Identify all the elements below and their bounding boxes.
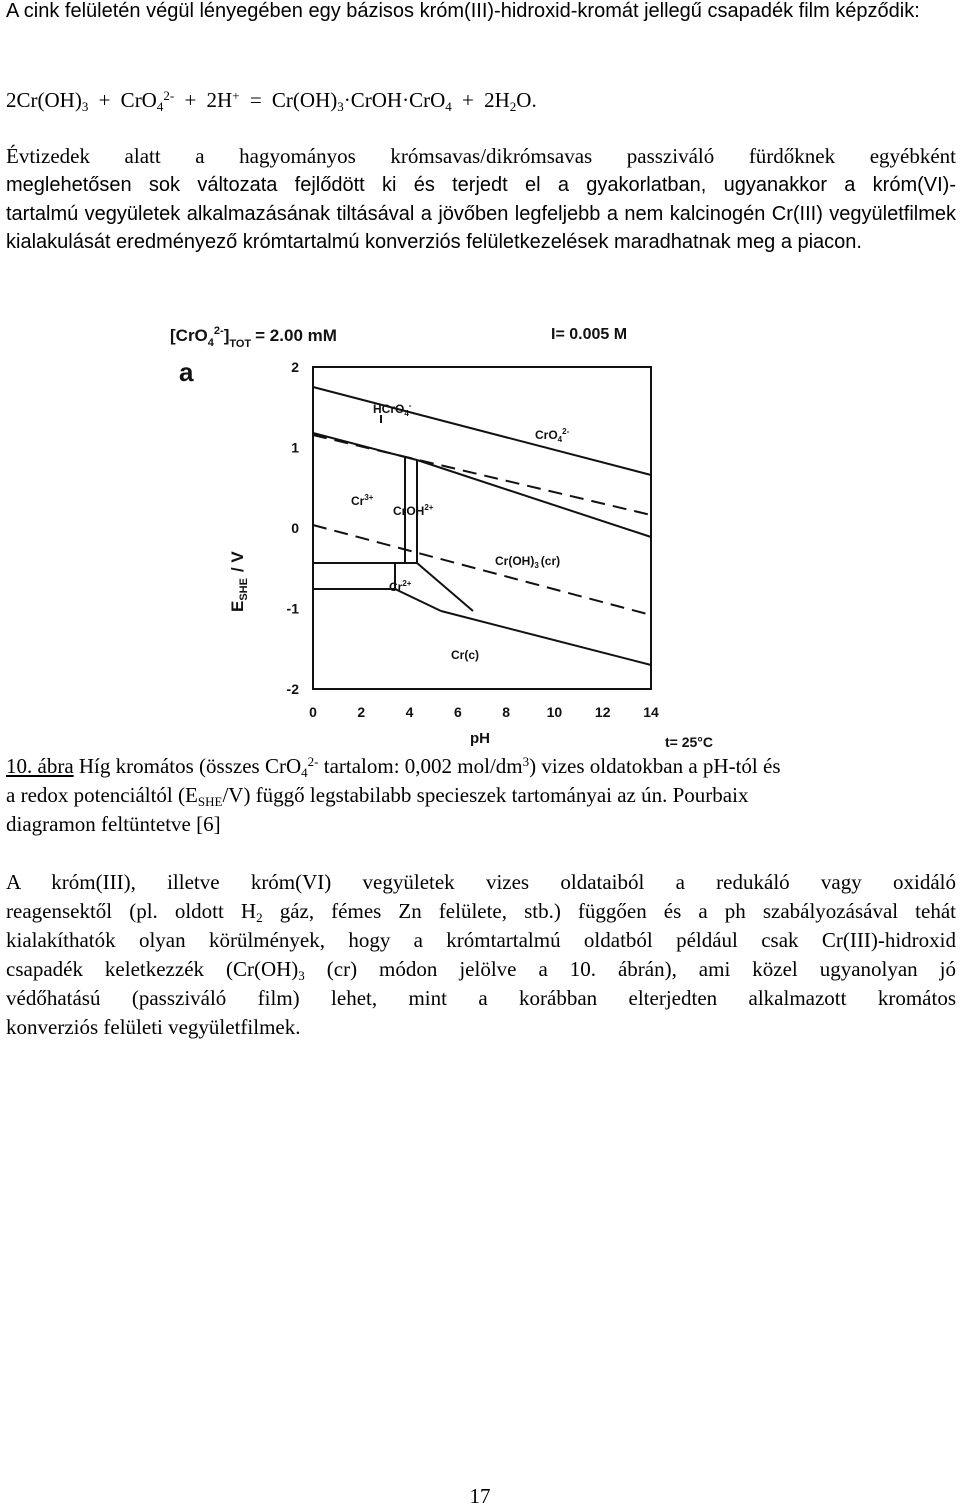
y-tick-label: 2 bbox=[291, 359, 299, 375]
eq-part: 2Cr(OH) bbox=[6, 88, 82, 112]
figure-caption bbox=[6, 752, 956, 839]
caption-text: Híg kromátos (összes CrO bbox=[73, 754, 302, 778]
caption-sub: SHE bbox=[197, 793, 223, 809]
para2-line1: A króm(III), illetve króm(VI) vegyületek vizes oldataiból a redukáló vagy oxidáló bbox=[6, 870, 956, 894]
x-tick-label: 0 bbox=[309, 704, 317, 720]
label-cr2: $Cr^{2+}$ bbox=[389, 579, 412, 594]
para1-rest: tartalmú vegyületek alkalmazásának tiltásával a jövőben legfeljebb a nem kalcinogén Cr(III) vegyületfilmek kialakulását eredményező krómtartalmú konverziós felületkezelések maradhatnak meg a piacon. bbox=[6, 202, 956, 253]
para2-text: csapadék keletkezzék (Cr(OH) bbox=[6, 957, 299, 981]
para1-line1: Évtizedek alatt a hagyományos krómsavas/dikrómsavas passziváló fürdőknek egyébként bbox=[6, 144, 956, 168]
page-number: 17 bbox=[469, 1484, 491, 1508]
caption-line2 bbox=[6, 781, 956, 810]
y-tick-label: -2 bbox=[286, 681, 299, 697]
label-crs: Cr(c) bbox=[451, 648, 480, 662]
eq-sub: 3 bbox=[81, 98, 89, 114]
x-tick-label: 14 bbox=[643, 704, 659, 720]
para2-sub: 3 bbox=[298, 967, 305, 983]
para2-text: reagensektől (pl. oldott H bbox=[6, 899, 257, 923]
panel-letter: a bbox=[179, 357, 194, 387]
paragraph-cr3-conditions bbox=[6, 868, 956, 1042]
caption-text: a redox potenciáltól (E bbox=[6, 783, 198, 807]
y-axis-label bbox=[228, 551, 250, 612]
x-tick-label: 6 bbox=[453, 704, 462, 720]
para2-line3: kialakíthatók olyan körülmények, hogy a krómtartalmú oldatból például csak Cr(III)-hidroxid bbox=[6, 928, 956, 952]
label-cro4: CrO$_4^{2-}$ bbox=[535, 427, 570, 444]
caption-sub: 4 bbox=[301, 764, 308, 780]
eq-part: + CrO bbox=[88, 88, 157, 112]
y-axis-ticks bbox=[287, 359, 300, 697]
para2-line6: konverziós felületi vegyületfilmek. bbox=[6, 1015, 301, 1039]
x-tick-label: 12 bbox=[594, 704, 611, 720]
temperature-label: t= 25°C bbox=[664, 734, 713, 750]
label-cr3: $Cr^{3+}$ bbox=[351, 493, 374, 508]
intro-text: A cink felületén végül lényegében egy bázisos króm(III)-hidroxid-kromát jellegű csapadék film képződik: bbox=[6, 0, 920, 22]
eq-sub: 3 bbox=[337, 98, 344, 114]
para1-line2: meglehetősen sok változata fejlődött ki és terjedt el a gyakorlatban, ugyanakkor a króm(VI)- bbox=[6, 174, 956, 196]
caption-text: ) vizes oldatokban a pH-tól és bbox=[529, 754, 781, 778]
figure-number: 10. ábra bbox=[6, 754, 74, 778]
x-tick-label: 8 bbox=[502, 704, 511, 720]
para2-line5: védőhatású (passziváló film) lehet, mint a korábban elterjedten alkalmazott kromátos bbox=[6, 986, 956, 1010]
eq-sup: + bbox=[232, 87, 240, 103]
caption-text: /V) függő legstabilabb specieszek tartományai az ún. Pourbaix bbox=[222, 783, 749, 807]
hydrogen-line bbox=[313, 525, 651, 615]
x-axis-ticks bbox=[309, 704, 659, 720]
boundary-cr6-cr3-upper bbox=[313, 387, 651, 475]
para2-line4 bbox=[6, 955, 956, 984]
eq-sup: 2- bbox=[163, 87, 175, 103]
para2-text: gáz, fémes Zn felülete, stb.) függően és a ph szabályozásával tehát bbox=[262, 899, 956, 923]
caption-sup: 3 bbox=[522, 753, 530, 769]
label-croh3: $Cr(OH)_3$ (cr) bbox=[495, 554, 561, 570]
pourbaix-diagram bbox=[165, 315, 713, 755]
eq-sub: 2 bbox=[509, 98, 517, 114]
intro-paragraph bbox=[6, 0, 956, 26]
paragraph-chromate-history-cont bbox=[6, 171, 956, 257]
x-tick-label: 2 bbox=[357, 704, 366, 720]
caption-text: tartalom: 0,002 mol/dm bbox=[318, 754, 523, 778]
eq-part: + 2H bbox=[174, 88, 233, 112]
total-chromate-label: $[CrO_4^{2-}]_{TOT} = 2.00$ mM bbox=[170, 325, 337, 350]
solid-boundaries bbox=[313, 387, 651, 665]
para2-text: (cr) módon jelölve a 10. ábrán), ami közel ugyanolyan jó bbox=[304, 957, 956, 981]
eq-sub: 4 bbox=[156, 98, 164, 114]
boundary-cro4-croh3 bbox=[417, 460, 651, 537]
paragraph-chromate-history bbox=[6, 142, 956, 171]
eq-part: O. bbox=[516, 88, 537, 112]
y-tick-label: -1 bbox=[286, 600, 299, 617]
caption-line1 bbox=[6, 752, 956, 781]
eq-part: ·CrOH·CrO bbox=[343, 88, 446, 112]
para2-sub: 2 bbox=[256, 909, 263, 925]
x-tick-label: 4 bbox=[405, 704, 414, 720]
x-axis-label: pH bbox=[470, 730, 490, 747]
x-tick-label: 10 bbox=[546, 704, 563, 720]
y-tick-label: 1 bbox=[291, 439, 299, 456]
label-croh: CrOH$^{2+}$ bbox=[393, 503, 434, 518]
reaction-equation bbox=[6, 86, 956, 115]
ionic-strength-label: I= 0.005 M bbox=[551, 326, 628, 343]
para2-line2 bbox=[6, 897, 956, 926]
label-hcro4: HCrO$_4$- bbox=[373, 401, 412, 418]
eq-sub: 4 bbox=[445, 98, 452, 114]
caption-line3: diagramon feltüntetve [6] bbox=[6, 812, 221, 836]
plot-frame bbox=[313, 367, 651, 689]
eq-part: + 2H bbox=[451, 88, 510, 112]
eq-part: = Cr(OH) bbox=[239, 88, 338, 112]
caption-sup: 2- bbox=[307, 753, 319, 769]
svg-text:ESHE/ V: $E_{SHE}/$ V bbox=[228, 551, 250, 612]
y-tick-label: 0 bbox=[291, 520, 299, 536]
